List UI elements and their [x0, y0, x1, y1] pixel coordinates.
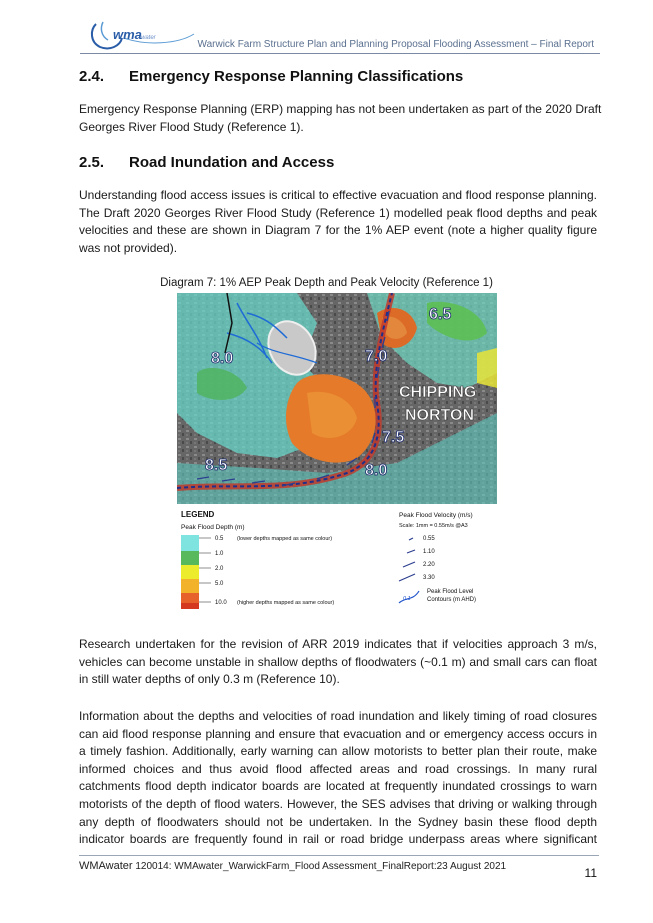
depth-swatch: [181, 603, 199, 609]
depth-swatch: [181, 579, 199, 593]
text-line: velocities and these are shown in Diagram 7 for the 1% AEP event (note a higher quality figure: [79, 223, 597, 238]
velocity-tick: 2.20: [423, 562, 435, 568]
road-closure-paragraph: [79, 708, 597, 849]
text-line: any depth of floodwaters should not be undertaken. In the Sydney basin these flood depth: [79, 814, 597, 829]
contour-label-1: Peak Flood Level: [427, 589, 474, 595]
diagram-caption: Diagram 7: 1% AEP Peak Depth and Peak Velocity (Reference 1): [160, 277, 493, 289]
arr-research-paragraph: [79, 636, 597, 689]
depth-tick: 5.0: [215, 581, 224, 587]
text-line: Information about the depths and velocities of road inundation and likely timing of road closures: [79, 709, 597, 723]
text-line: vehicles can become unstable in shallow depths of floodwaters (~0.1 m) and small cars can float: [79, 654, 597, 669]
contour-label-8-0-west: 8.0: [211, 350, 234, 367]
logo-text: wma: [113, 27, 142, 42]
depth-tick: 1.0: [215, 551, 224, 557]
section-title: Emergency Response Planning Classifications: [129, 68, 464, 85]
road-inundation-paragraph: [79, 187, 597, 257]
depth-tick: 2.0: [215, 566, 224, 572]
diagram-7-figure: [177, 293, 497, 619]
contour-label-8-5: 8.5: [205, 457, 228, 474]
section-number: 2.4.: [79, 68, 105, 85]
logo-subtext: water: [141, 35, 156, 41]
velocity-tick: 0.55: [423, 536, 435, 542]
header-title: Warwick Farm Structure Plan and Planning Proposal Flooding Assessment – Final Report: [197, 39, 594, 50]
section-title: Road Inundation and Access: [129, 154, 335, 171]
flood-depth-map: [177, 293, 497, 504]
text-line: motorists of the depth of flood waters. However, the SES advises that driving or walking through: [79, 796, 597, 811]
text-line: Understanding flood access issues is critical to effective evacuation and flood response planning.: [79, 188, 597, 202]
footer-document-id: 120014: WMAwater_WarwickFarm_Flood Assessment_FinalReport:23 August 2021: [132, 861, 507, 872]
section-heading-2-4: [79, 68, 463, 85]
depth-tick: 0.5: [215, 536, 224, 542]
erp-paragraph: [79, 101, 602, 136]
contour-label-7-0: 7.0: [365, 348, 388, 365]
page-header: [80, 14, 600, 54]
velocity-legend-title: Peak Flood Velocity (m/s): [399, 512, 473, 519]
contour-label-2: Contours (m AHD): [427, 597, 477, 603]
text-line: in still water depths of only 0.3 m (Reference 10).: [79, 672, 340, 687]
footer-brand: WMAwater: [79, 860, 133, 872]
text-line: informed choices and thus avoid flood affected areas and road crossings. In many rural: [79, 761, 597, 776]
velocity-scale: Scale: 1mm = 0.55m/s @A3: [399, 523, 468, 529]
place-label-norton: NORTON: [405, 407, 475, 424]
place-label-chipping: CHIPPING: [399, 384, 477, 401]
footer-reference: [79, 860, 506, 872]
text-line: The Draft 2020 Georges River Flood Study (Reference 1) modelled peak flood depths and peak: [79, 205, 597, 220]
footer-divider: [79, 855, 599, 856]
velocity-tick: 3.30: [423, 575, 435, 581]
contour-label-7-5: 7.5: [382, 429, 405, 446]
depth-swatch: [181, 565, 199, 579]
text-line: Research undertaken for the revision of ARR 2019 indicates that if velocities approach 3 m/s,: [79, 637, 597, 651]
wma-logo: [86, 16, 196, 52]
depth-note-low: (lower depths mapped as same colour): [237, 536, 333, 542]
depth-swatch: [181, 535, 199, 551]
legend-title: LEGEND: [181, 510, 215, 519]
section-heading-2-5: [79, 154, 334, 171]
velocity-tick: 1.10: [423, 549, 435, 555]
contour-sample: 0.1: [403, 596, 411, 602]
map-legend: [177, 507, 497, 619]
text-line: Emergency Response Planning (ERP) mapping has not been undertaken as part of the 2020 Draft: [79, 102, 602, 116]
depth-swatch: [181, 593, 199, 603]
contour-label-8-0-south: 8.0: [365, 462, 388, 479]
text-line: Georges River Flood Study (Reference 1).: [79, 119, 304, 134]
depth-swatch: [181, 551, 199, 565]
depth-note-high: (higher depths mapped as same colour): [237, 600, 335, 606]
text-line: was not provided).: [79, 240, 178, 255]
text-line: indicator boards are frequently found in rail or road bridge underpass areas where significant: [79, 832, 597, 847]
contour-label-6-5: 6.5: [429, 306, 452, 323]
depth-legend-title: Peak Flood Depth (m): [181, 524, 245, 531]
page-number: 11: [584, 866, 597, 880]
text-line: catchments flood depth indicator boards are located at frequently inundated crossings to warn: [79, 779, 597, 794]
text-line: a timely fashion. Additionally, early warning can allow motorists to better plan their route, make: [79, 744, 597, 759]
depth-tick: 10.0: [215, 600, 227, 606]
section-number: 2.5.: [79, 154, 105, 171]
text-line: can aid flood response planning and ensure that evacuation and or emergency access occurs in: [79, 726, 597, 741]
header-divider: [80, 53, 600, 54]
